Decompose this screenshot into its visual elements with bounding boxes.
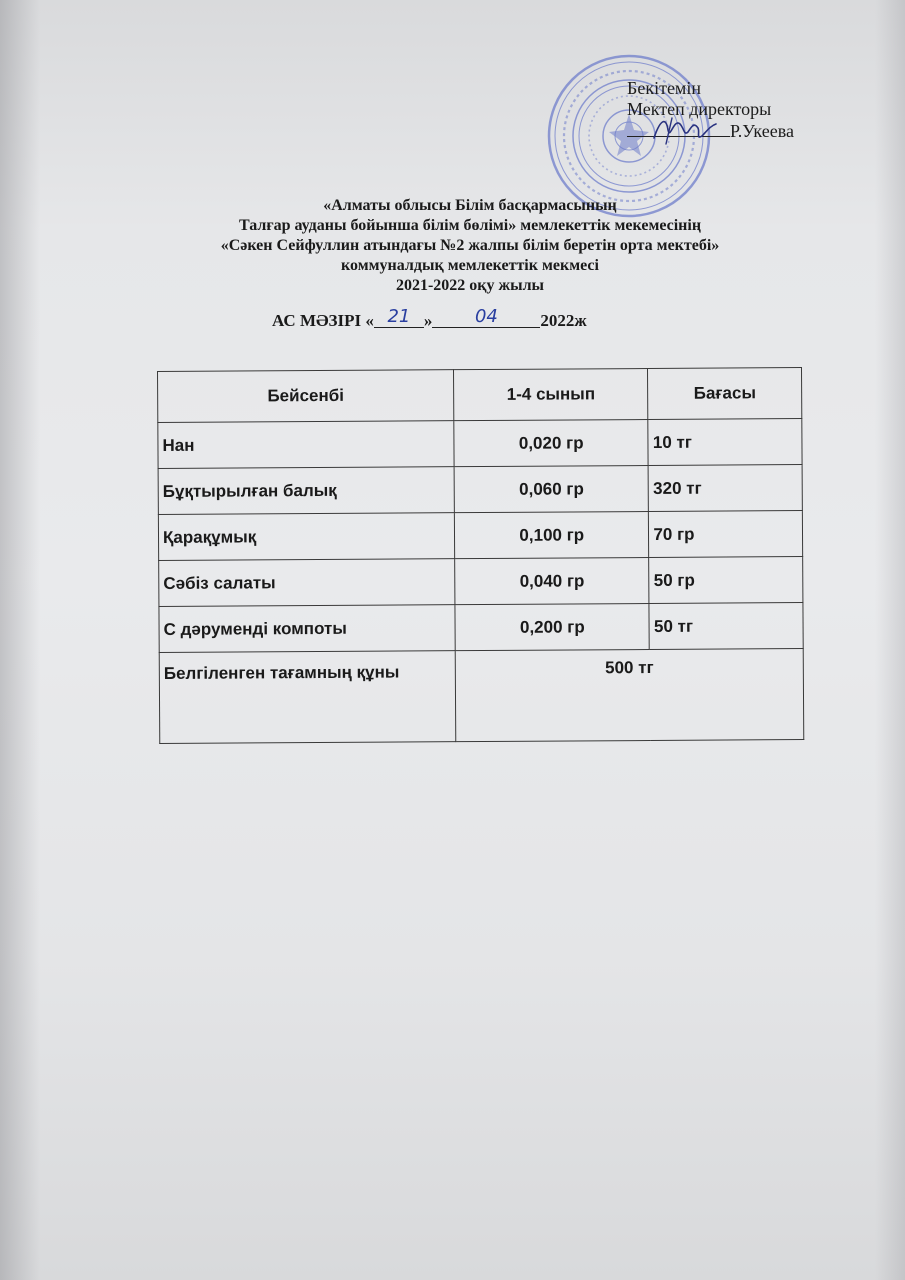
table-total-row — [159, 649, 804, 744]
total-value: 500 тг — [455, 649, 803, 742]
table-header-row — [158, 368, 802, 423]
dish-price: 320 тг — [649, 465, 803, 512]
table-row — [159, 603, 803, 653]
dish-price: 70 гр — [649, 511, 803, 558]
menu-title — [272, 306, 587, 332]
dish-quantity: 0,200 гр — [455, 603, 650, 650]
dish-quantity: 0,100 гр — [454, 511, 649, 558]
handwritten-signature — [650, 110, 720, 146]
menu-title-prefix: АС МӘЗІРІ « — [272, 311, 374, 330]
page-edge-shadow — [875, 0, 905, 1280]
menu-table — [157, 367, 804, 744]
menu-date-month: 04 — [432, 306, 540, 328]
header-line: «Алматы облысы Білім басқармасының — [323, 197, 617, 214]
dish-name: С дәруменді компоты — [159, 605, 455, 653]
menu-title-quote: » — [423, 311, 433, 330]
page-edge-shadow — [0, 0, 40, 1280]
header-academic-year: 2021-2022 оқу жылы — [395, 277, 545, 294]
dish-price: 10 тг — [648, 419, 802, 466]
dish-name: Сәбіз салаты — [159, 559, 455, 607]
total-label: Белгіленген тағамның құны — [159, 651, 456, 744]
column-header-day: Бейсенбі — [158, 370, 454, 423]
document-header — [150, 196, 790, 296]
dish-price: 50 тг — [649, 603, 803, 650]
approval-signer-name: Р.Укеева — [730, 121, 794, 141]
table-row — [158, 511, 802, 561]
table-row — [158, 465, 802, 515]
column-header-grade: 1-4 сынып — [454, 369, 649, 421]
approval-heading: Бекітемін — [627, 78, 701, 98]
dish-price: 50 гр — [649, 557, 803, 604]
dish-name: Бұқтырылған балық — [158, 467, 454, 515]
header-line: коммуналдық мемлекеттік мекмесі — [341, 257, 599, 274]
column-header-price: Бағасы — [648, 368, 802, 420]
table-row — [159, 557, 803, 607]
dish-name: Қарақұмық — [158, 513, 454, 561]
dish-quantity: 0,040 гр — [455, 557, 650, 604]
menu-date-year: 2022ж — [540, 311, 587, 330]
dish-name: Нан — [158, 421, 454, 469]
header-line: Талғар ауданы бойынша білім бөлімі» мемлекеттік мекемесінің — [238, 217, 702, 234]
approval-position: Мектеп директоры — [627, 99, 772, 119]
header-line: «Сәкен Сейфуллин атындағы №2 жалпы білім беретін орта мектебі» — [220, 237, 720, 254]
menu-date-day: 21 — [374, 306, 424, 328]
dish-quantity: 0,060 гр — [454, 465, 649, 512]
table-row — [158, 419, 802, 469]
dish-quantity: 0,020 гр — [454, 420, 649, 467]
